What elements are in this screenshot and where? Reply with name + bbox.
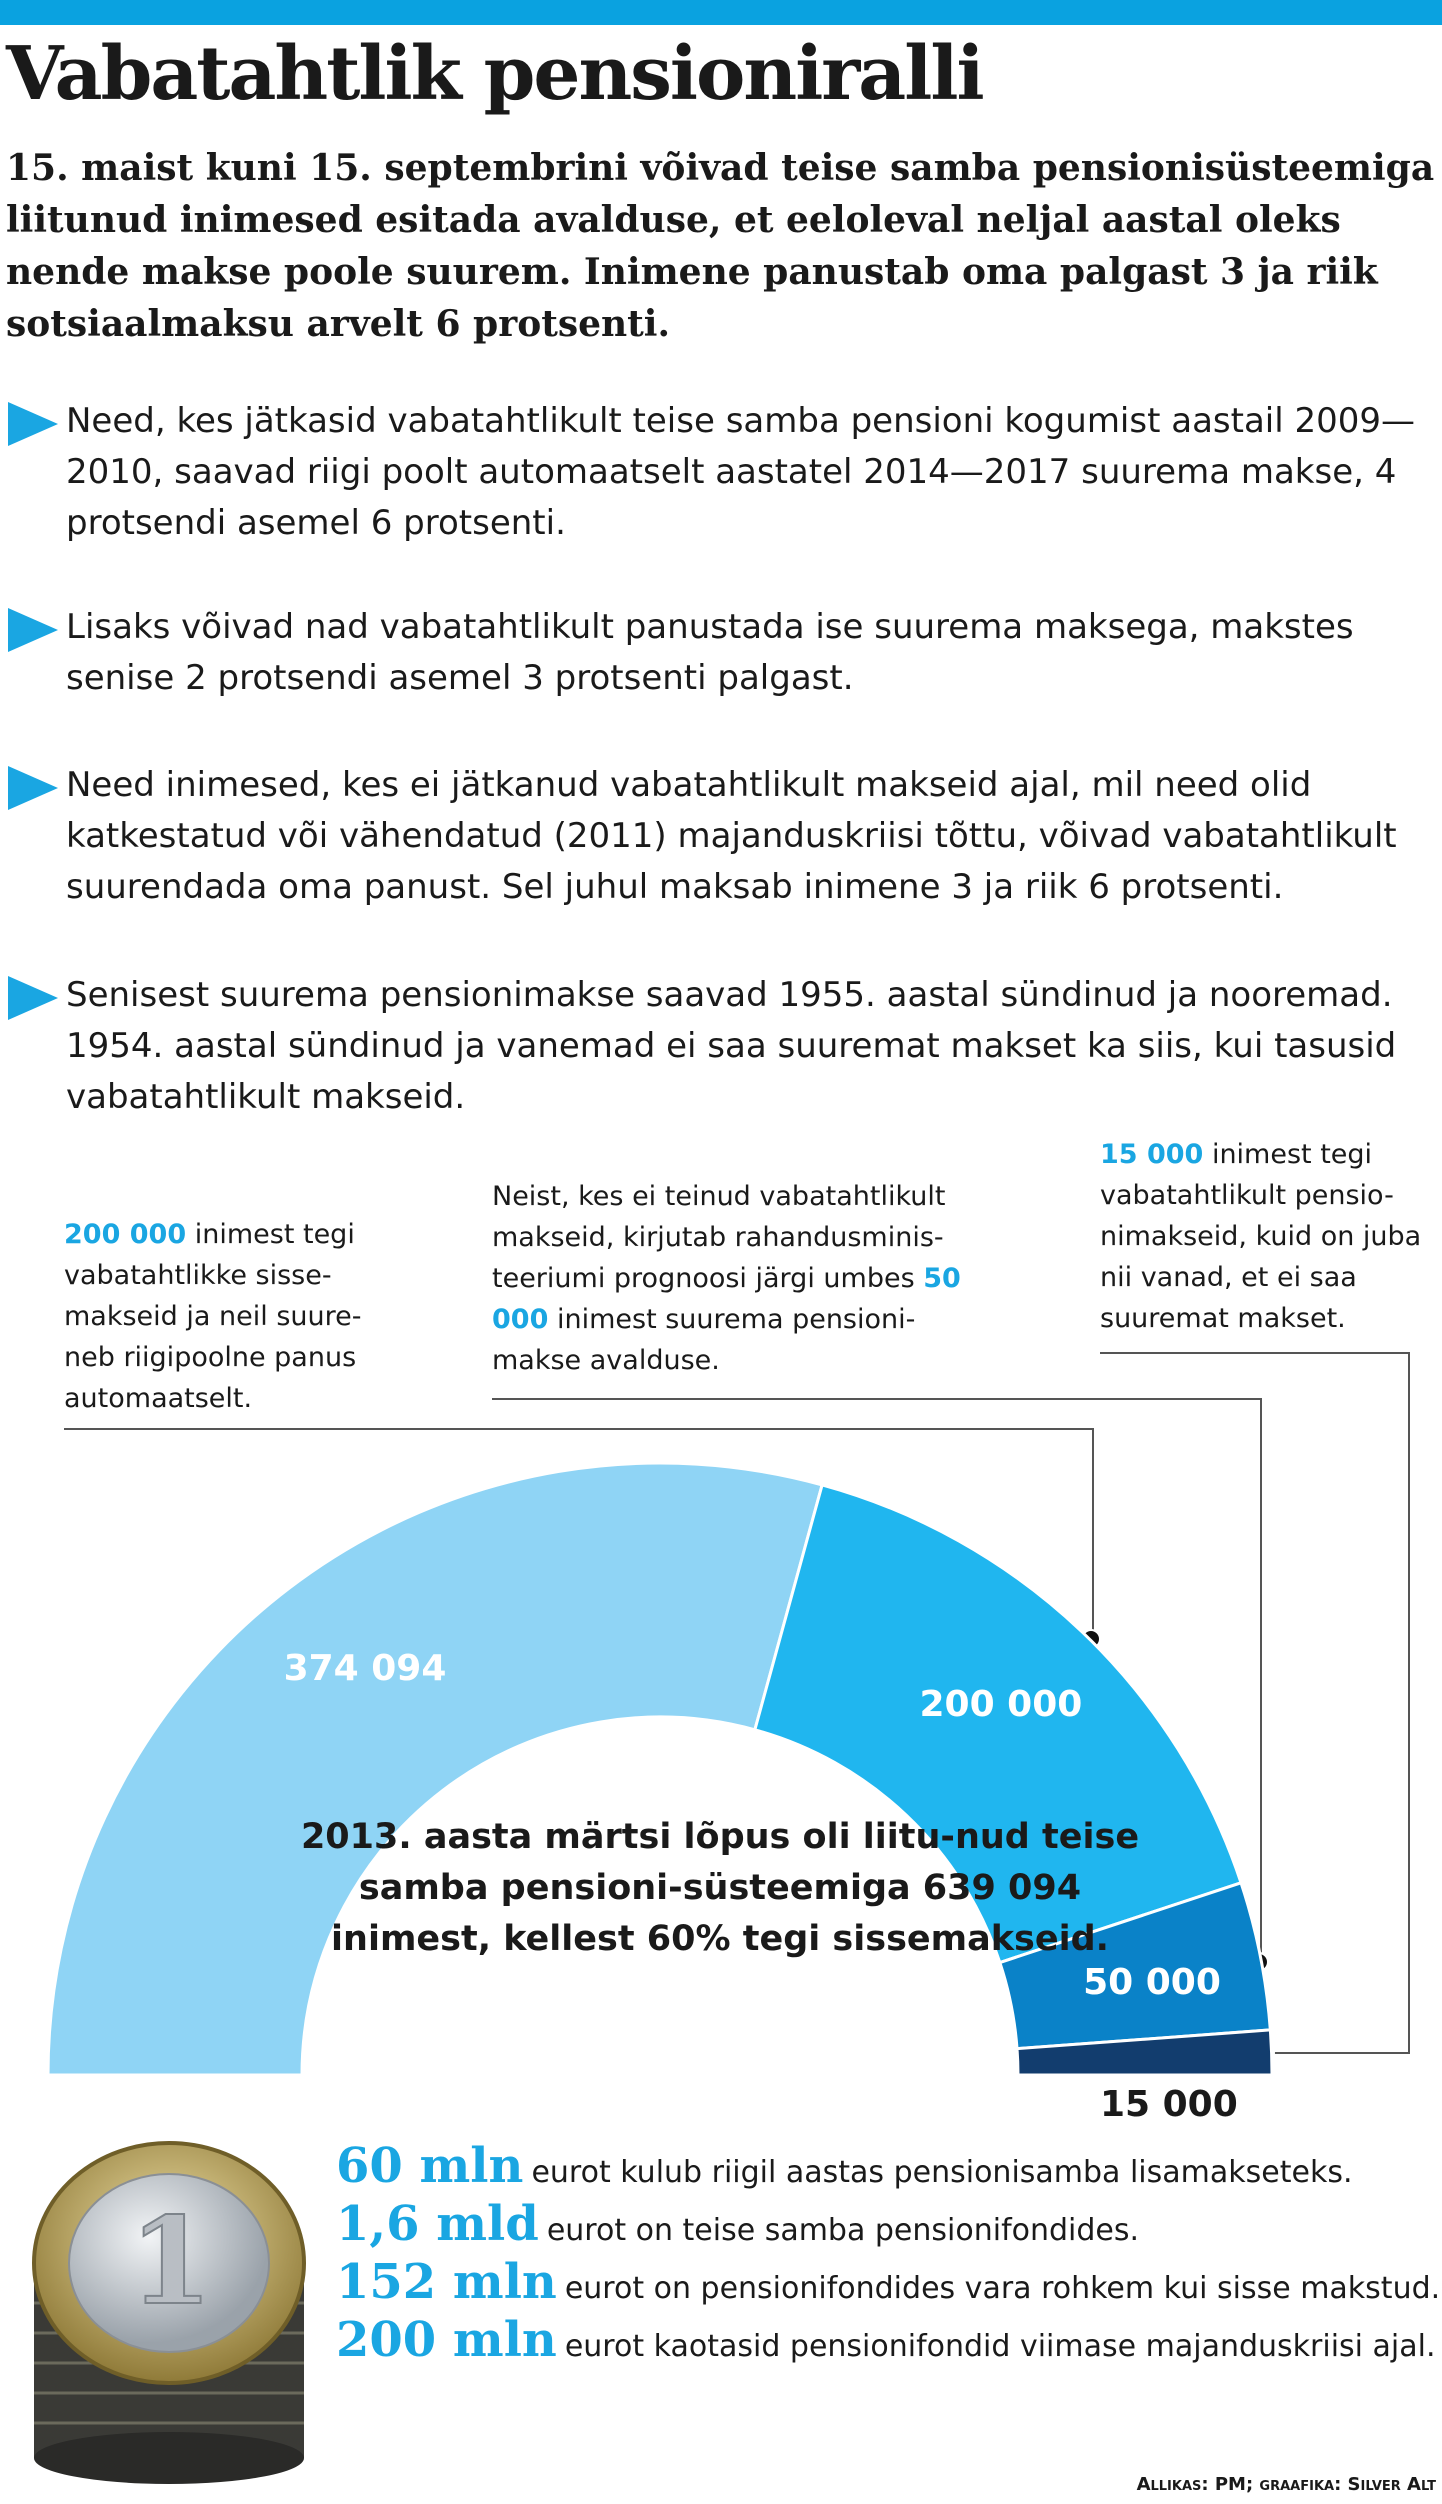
stat-text: eurot kaotasid pensionifondid viimase majanduskriisi ajal.: [564, 2329, 1436, 2364]
annotation-left-text: inimest tegi vabatahtlikke sisse-makseid ja neil suure-neb riigipoolne panus automaatselt.: [64, 1219, 362, 1414]
stat-value: 1,6 mld: [336, 2196, 539, 2252]
euro-coin-stack-icon: [24, 2128, 314, 2488]
annotation-middle-post: inimest suurema pensioni-makse avalduse.: [492, 1304, 916, 1376]
intro-paragraph: 15. maist kuni 15. septembrini võivad teise samba pensionisüsteemiga liitunud inimesed esitada avalduse, et eeloleval neljal aastal oleks nende makse poole suurem. Inimene panustab oma palgast 3 ja riik sotsiaalmaksu arvelt 6 protsenti.: [6, 147, 1435, 345]
stat-text: eurot on pensionifondides vara rohkem kui sisse makstud.: [564, 2271, 1441, 2306]
annotation-right-number: 15 000: [1100, 1139, 1204, 1170]
donut-segment-label: 200 000: [919, 1684, 1083, 1726]
segment-label-15000: 15 000: [1100, 2084, 1238, 2125]
bullet-text: Lisaks võivad nad vabatahtlikult panustada ise suurema maksega, makstes senise 2 protsendi asemel 3 protsenti palgast.: [66, 607, 1354, 698]
stat-text: eurot on teise samba pensionifondides.: [546, 2213, 1140, 2248]
svg-text:1: 1: [129, 2191, 213, 2332]
stat-row: [336, 2196, 1139, 2252]
stat-value: 152 mln: [336, 2254, 557, 2310]
bullet-text: Senisest suurema pensionimakse saavad 1955. aastal sündinud ja nooremad. 1954. aastal sündinud ja vanemad ei saa suuremat makset ka siis, kui tasusid vabatahtlikult makseid.: [66, 975, 1397, 1117]
stat-value: 60 mln: [336, 2138, 524, 2194]
stat-value: 200 mln: [336, 2312, 557, 2368]
bullet-text: Need, kes jätkasid vabatahtlikult teise samba pensioni kogumist aastail 2009—2010, saavad riigi poolt automaatselt aastatel 2014—2017 suurema makse, 4 protsendi asemel 6 protsenti.: [66, 401, 1416, 543]
stat-row: [336, 2312, 1436, 2368]
donut-segment: [48, 1463, 822, 2075]
donut-segment-label: 374 094: [283, 1648, 447, 1689]
page-title: Vabatahtlik pensioniralli: [6, 31, 983, 117]
stat-text: eurot kulub riigil aastas pensionisamba lisamakseteks.: [531, 2155, 1353, 2190]
bullet-text: Need inimesed, kes ei jätkanud vabatahtlikult makseid ajal, mil need olid katkestatud või vähendatud (2011) majanduskriisi tõttu, võivad vabatahtlikult suurendada oma panust. Sel juhul maksab inimene 3 ja riik 6 protsenti.: [66, 765, 1397, 907]
annotation-middle-pre: Neist, kes ei teinud vabatahtlikult makseid, kirjutab rahandusminis-teeriumi prognoosi järgi umbes: [492, 1181, 946, 1294]
stat-row: [336, 2254, 1440, 2310]
annotation-right-text: inimest tegi vabatahtlikult pensio-nimakseid, kuid on juba nii vanad, et ei saa suuremat makset.: [1100, 1139, 1422, 1334]
stat-row: [336, 2138, 1352, 2194]
source-credit: Allikas: PM; graafika: Silver Alt: [1136, 2474, 1436, 2495]
annotation-middle-number: 50 000: [492, 1263, 961, 1335]
donut-segment-label: 50 000: [1083, 1962, 1221, 2003]
annotation-left-number: 200 000: [64, 1219, 187, 1250]
chart-center-text: 2013. aasta märtsi lõpus oli liitu-nud teise samba pensioni-süsteemiga 639 094 inimest, kellest 60% tegi sissemakseid.: [300, 1817, 1140, 1959]
